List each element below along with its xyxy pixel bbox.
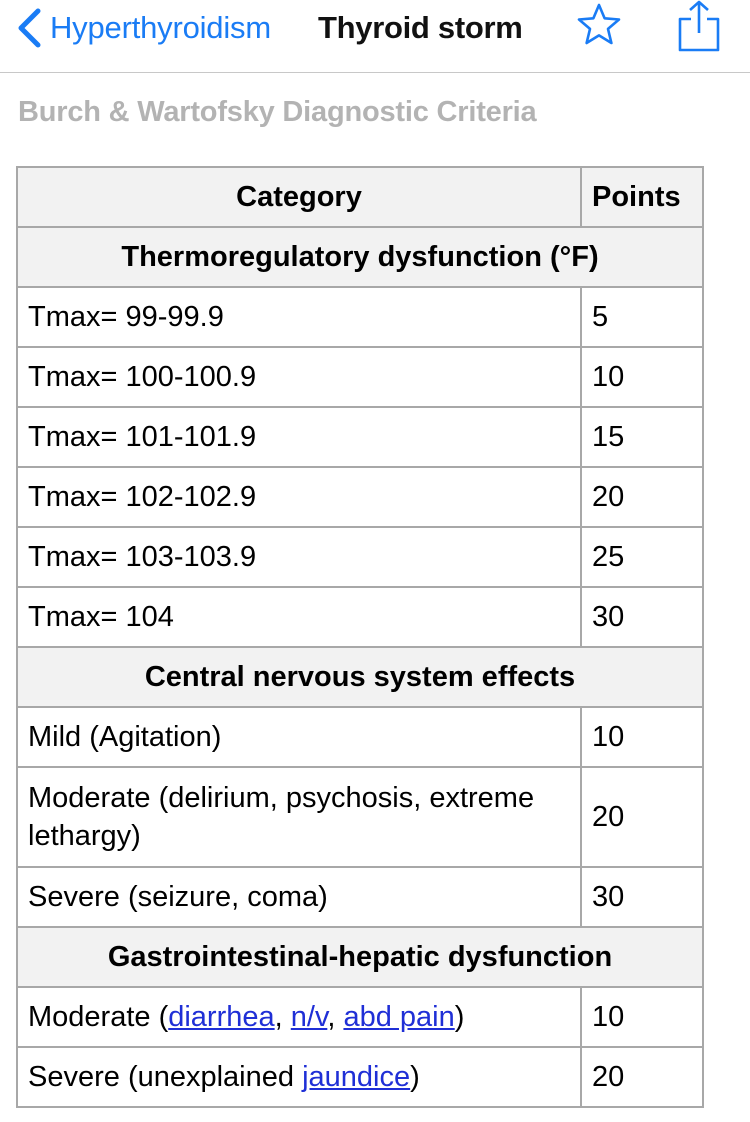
criteria-table xyxy=(16,166,704,1108)
back-button-label: Hyperthyroidism xyxy=(50,10,271,45)
page-title: Thyroid storm xyxy=(318,10,523,45)
category-text: Severe (unexplained xyxy=(28,1060,303,1093)
category-cell: Tmax= 100-100.9 xyxy=(17,347,581,407)
category-cell: Severe (seizure, coma) xyxy=(17,867,581,927)
share-icon xyxy=(678,0,720,52)
points-cell: 30 xyxy=(581,867,703,927)
section-row xyxy=(17,927,703,987)
table-body xyxy=(17,227,703,1107)
section-row xyxy=(17,647,703,707)
category-column-header: Category xyxy=(17,167,581,227)
section-heading: Gastrointestinal-hepatic dysfunction xyxy=(17,927,703,987)
category-cell: Moderate (delirium, psychosis, extreme lethargy) xyxy=(17,767,581,867)
share-button[interactable] xyxy=(678,0,720,57)
star-icon xyxy=(576,2,622,46)
category-text: Moderate ( xyxy=(28,1000,169,1033)
table-row xyxy=(17,707,703,767)
chevron-left-icon xyxy=(16,8,42,48)
section-title: Burch & Wartofsky Diagnostic Criteria xyxy=(18,96,537,128)
back-button[interactable] xyxy=(16,8,271,48)
category-text: ) xyxy=(410,1060,420,1093)
category-text: , xyxy=(327,1000,344,1033)
category-cell xyxy=(17,987,581,1047)
points-cell: 10 xyxy=(581,707,703,767)
points-cell: 20 xyxy=(581,1047,703,1107)
category-cell: Tmax= 103-103.9 xyxy=(17,527,581,587)
table-row xyxy=(17,987,703,1047)
term-link[interactable]: abd pain xyxy=(343,1000,455,1033)
term-link[interactable]: diarrhea xyxy=(168,1000,275,1033)
points-cell: 10 xyxy=(581,347,703,407)
points-column-header: Points xyxy=(581,167,703,227)
table-row xyxy=(17,527,703,587)
points-cell: 30 xyxy=(581,587,703,647)
category-cell: Tmax= 99-99.9 xyxy=(17,287,581,347)
section-heading: Central nervous system effects xyxy=(17,647,703,707)
points-cell: 25 xyxy=(581,527,703,587)
table-row xyxy=(17,287,703,347)
category-cell: Tmax= 102-102.9 xyxy=(17,467,581,527)
table-header-row xyxy=(17,167,703,227)
table-row xyxy=(17,347,703,407)
favorite-button[interactable] xyxy=(576,2,622,51)
points-cell: 20 xyxy=(581,467,703,527)
category-cell xyxy=(17,1047,581,1107)
category-text: ) xyxy=(454,1000,465,1033)
points-cell: 15 xyxy=(581,407,703,467)
category-text: , xyxy=(274,1000,291,1033)
category-cell: Tmax= 104 xyxy=(17,587,581,647)
points-cell: 10 xyxy=(581,987,703,1047)
table-row xyxy=(17,587,703,647)
category-cell: Mild (Agitation) xyxy=(17,707,581,767)
table-row xyxy=(17,867,703,927)
table-row xyxy=(17,1047,703,1107)
term-link[interactable]: n/v xyxy=(290,1000,328,1033)
points-cell: 5 xyxy=(581,287,703,347)
table-row xyxy=(17,467,703,527)
term-link[interactable]: jaundice xyxy=(302,1060,411,1093)
section-heading: Thermoregulatory dysfunction (°F) xyxy=(17,227,703,287)
navigation-bar xyxy=(0,0,750,73)
table-row xyxy=(17,407,703,467)
table-row xyxy=(17,767,703,867)
points-cell: 20 xyxy=(581,767,703,867)
section-row xyxy=(17,227,703,287)
category-cell: Tmax= 101-101.9 xyxy=(17,407,581,467)
